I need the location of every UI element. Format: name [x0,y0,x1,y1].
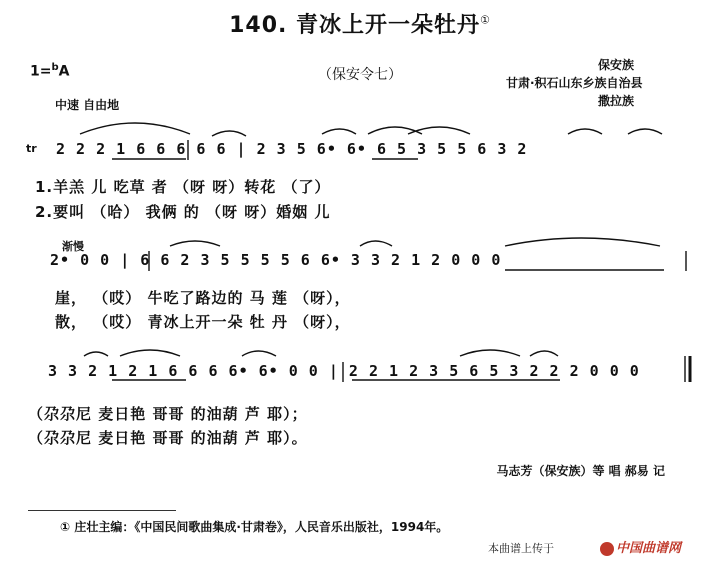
footnote: ① 庄壮主编：《中国民间歌曲集成·甘肃卷》，人民音乐出版社，1994年。 [60,520,449,534]
slur [460,350,520,356]
slur [170,241,220,246]
notation-line-2: 2• 0 0 | 6 6 2 3 5 5 5 5 6 6• 3 3 2 1 2 0 0 0 [50,251,502,269]
slur [360,241,392,246]
source-line-2: 甘肃·积石山东乡族自治县 [506,76,643,90]
slur [368,127,422,134]
subtitle: （保安令七） [318,67,402,83]
key-signature: 1=$^b$A [30,62,70,80]
source-line-1: 保安族 [598,58,635,72]
rit-mark: 渐慢 [62,240,84,253]
slur [242,351,276,356]
start-mark: tr [26,142,37,155]
slur [530,351,558,356]
slur [628,129,662,134]
lyric-line-1: 1.羊羔 儿 吃草 者 （呀 呀）转花 （了） [35,178,331,196]
source-line-3: 撒拉族 [598,94,635,108]
slur [408,127,470,134]
footnote-rule [28,510,176,511]
song-title: 140. 青冰上开一朵牡丹① [229,13,491,38]
slur [120,350,180,356]
slur [322,129,356,134]
upload-note: 本曲谱上传于 [488,542,554,555]
lyric-line-5: （尕尕尼 麦日艳 哥哥 的油葫 芦 耶）； [28,405,308,423]
lyric-line-3: 崖， （哎） 牛吃了路边的 马 莲 （呀）， [55,289,351,307]
lyric-line-4: 散， （哎） 青冰上开一朵 牡 丹 （呀）， [55,313,351,331]
slur [84,352,108,356]
lyric-line-6: （尕尕尼 麦日艳 哥哥 的油葫 芦 耶）。 [28,429,308,447]
notation-line-3: 3 3 2 1 2 1 6 6 6 6• 6• 0 0 | 2 2 1 2 3 5 6 5 3 2 2 2 0 0 0 [48,362,640,380]
slur [505,238,660,246]
site-logo[interactable]: 中国曲谱网 [600,537,681,556]
slur [568,129,602,134]
tempo-marking: 中速 自由地 [55,98,120,112]
notation-line-1: 2 2 2 1 6 6 6 6 6 | 2 3 5 6• 6• 6 5 3 5 5 6 3 2 [56,140,528,158]
lyric-line-2: 2.要叫 （哈） 我俩 的 （呀 呀）婚姻 儿 [35,203,331,221]
slur [212,131,246,136]
logo-icon [600,542,614,556]
performer-credit: 马志芳（保安族）等 唱 郝易 记 [496,464,665,478]
slur [80,123,190,134]
